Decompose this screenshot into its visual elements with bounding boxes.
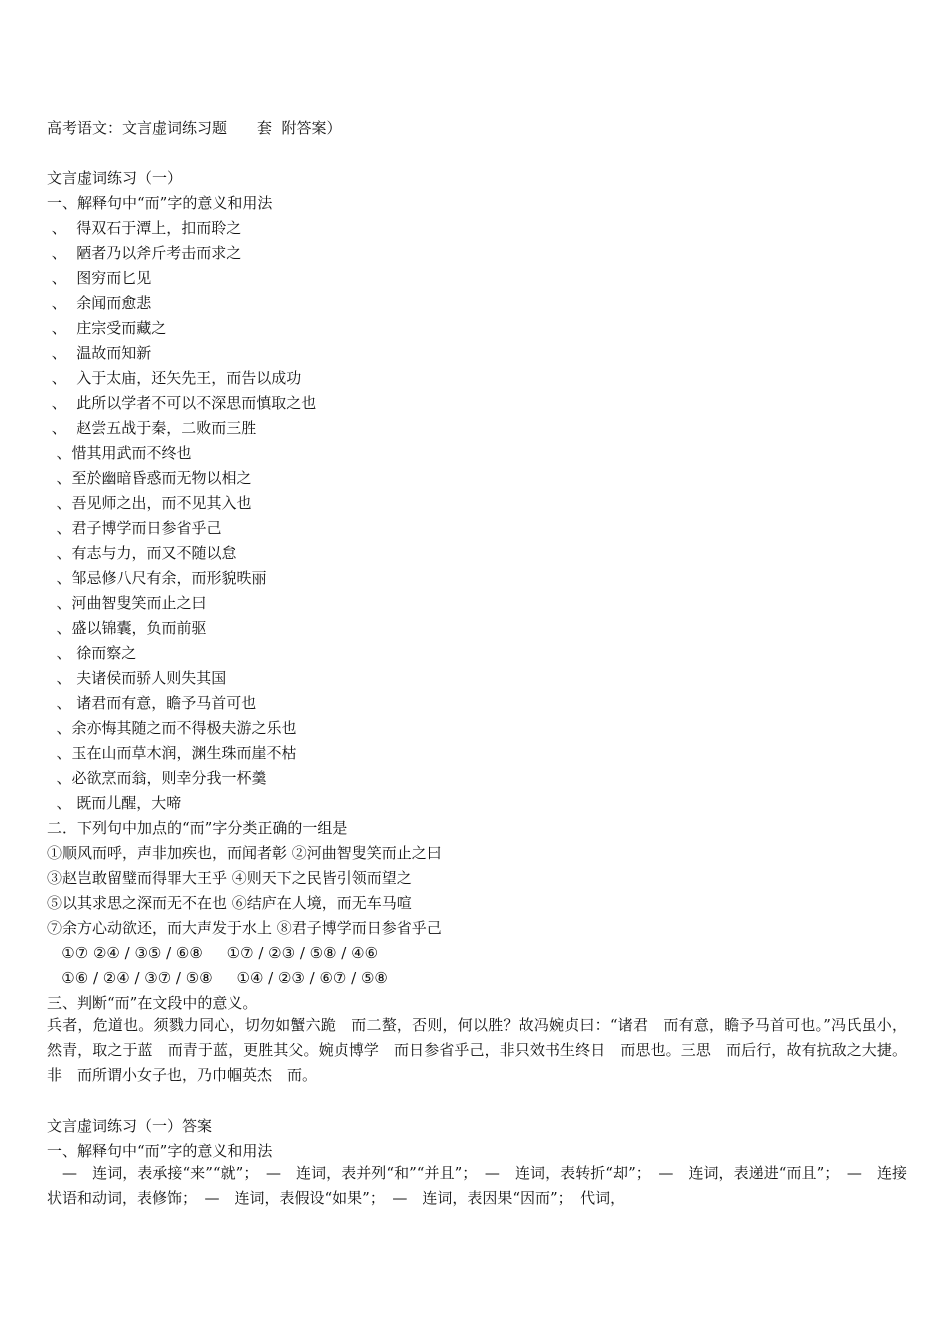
part-1-item: 、君子博学而日参省乎己 [47,519,222,537]
document-title: 高考语文：文言虚词练习题 套 附答案） [47,119,342,137]
part-1-item: 、 得双石于潭上，扣而聆之 [47,219,242,237]
part-2-sentence-line: ①顺风而呼，声非加疾也，而闻者彰 ②河曲智叟笑而止之曰 [47,844,442,862]
part-1-item: 、 陋者乃以斧斤考击而求之 [47,244,242,262]
part-1-item: 、河曲智叟笑而止之曰 [47,594,207,612]
answers-heading: 文言虚词练习（一）答案 [47,1117,213,1135]
part-3-paragraph: 兵者，危道也。须戮力同心，切勿如蟹六跪 而二螯，否则，何以胜？故冯婉贞曰：“诸君 而有意，瞻予马首可也。”冯氏虽小，然青，取之于蓝 而青于蓝，更胜其父。婉贞博学 而日参省乎己，非只效书生终日 而思也。三思 而后行，故有抗敌之大捷。非 而所谓小女子也，乃巾帼英杰 而。 [47,1016,907,1084]
part-1-heading: 一、解释句中“而”字的意义和用法 [47,194,273,212]
part-2-sentence-line: ⑤以其求思之深而无不在也 ⑥结庐在人境，而无车马喧 [47,894,412,912]
answers-paragraph: — 连词，表承接“来”“就”； — 连词，表并列“和”“并且”； — 连词，表转折“却”； — 连词，表递进“而且”； — 连接状语和动词，表修饰； — 连词，表假设“如果”； — 连词，表因果“因而”； 代词， [47,1164,907,1207]
part-1-item: 、必欲烹而翁，则幸分我一杯羹 [47,769,267,787]
part-1-item: 、 温故而知新 [47,344,152,362]
part-1-item: 、 徐而察之 [47,644,137,662]
part-1-item: 、吾见师之出，而不见其入也 [47,494,252,512]
part-1-item: 、 既而儿醒，大啼 [47,794,182,812]
part-1-item: 、 夫诸侯而骄人则失其国 [47,669,227,687]
part-1-item: 、 入于太庙，还矢先王，而告以成功 [47,369,302,387]
part-2-sentence-line: ③赵岂敢留璧而得罪大王乎 ④则天下之民皆引领而望之 [47,869,412,887]
part-2-option-line: ①⑥ / ②④ / ③⑦ / ⑤⑧ ①④ / ②③ / ⑥⑦ / ⑤⑧ [47,969,388,987]
part-1-item: 、余亦悔其随之而不得极夫游之乐也 [47,719,297,737]
part-1-item: 、玉在山而草木润，渊生珠而崖不枯 [47,744,297,762]
part-1-item: 、至於幽暗昏惑而无物以相之 [47,469,252,487]
part-1-item: 、盛以锦囊，负而前驱 [47,619,207,637]
part-2-sentence-line: ⑦余方心动欲还，而大声发于水上 ⑧君子博学而日参省乎己 [47,919,442,937]
part-1-item: 、 诸君而有意，瞻予马首可也 [47,694,257,712]
part-1-item: 、 图穷而匕见 [47,269,152,287]
part-1-item: 、 此所以学者不可以不深思而慎取之也 [47,394,317,412]
part-1-item: 、 余闻而愈悲 [47,294,152,312]
part-1-item: 、 庄宗受而藏之 [47,319,167,337]
part-1-item: 、有志与力，而又不随以怠 [47,544,237,562]
part-2-option-line: ①⑦ ②④ / ③⑤ / ⑥⑧ ①⑦ / ②③ / ⑤⑧ / ④⑥ [47,944,379,962]
part-1-item: 、惜其用武而不终也 [47,444,192,462]
answers-part-1-heading: 一、解释句中“而”字的意义和用法 [47,1142,273,1160]
part-2-heading: 二．下列句中加点的“而”字分类正确的一组是 [47,819,348,837]
part-3-heading: 三、判断“而”在文段中的意义。 [47,994,258,1012]
exercise-1-heading: 文言虚词练习（一） [47,169,183,187]
part-1-item: 、 赵尝五战于秦，二败而三胜 [47,419,257,437]
part-1-item: 、邹忌修八尺有余，而形貌昳丽 [47,569,267,587]
